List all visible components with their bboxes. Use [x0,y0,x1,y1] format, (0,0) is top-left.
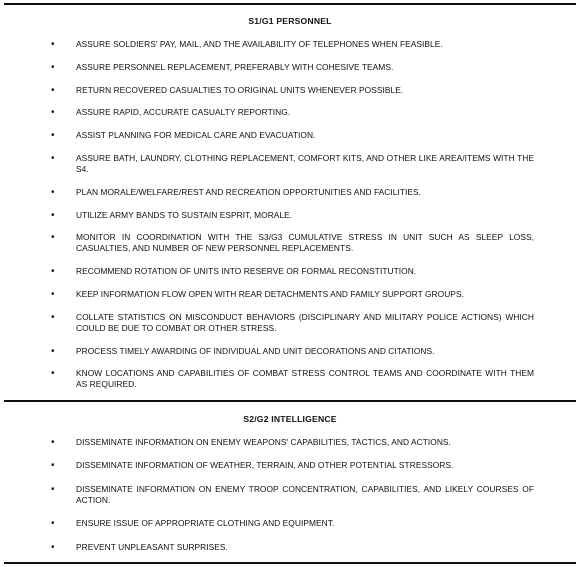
list-item [0,518,580,529]
item-text: RETURN RECOVERED CASUALTIES TO ORIGINAL UNITS WHENEVER POSSIBLE. [76,84,404,95]
bullet-icon: • [51,152,55,164]
list-item [0,232,580,254]
list-item [0,62,580,73]
section-s1-personnel [0,14,580,402]
bullet-icon: • [51,84,55,96]
list-item [0,289,580,300]
item-list [0,437,580,553]
top-rule [4,3,576,5]
bullet-icon: • [51,61,55,73]
bullet-icon: • [51,518,55,530]
list-item [0,107,580,118]
list-item [0,266,580,277]
list-item [0,346,580,357]
item-text: PLAN MORALE/WELFARE/REST AND RECREATION OPPORTUNITIES AND FACILITIES. [76,186,422,197]
bullet-icon: • [51,345,55,357]
item-text: DISSEMINATE INFORMATION ON ENEMY TROOP CONCENTRATION, CAPABILITIES, AND LIKELY COURSES OF ACTION. [76,483,534,505]
bottom-rule [4,562,576,564]
bullet-icon: • [51,232,55,244]
section-heading: S1/G1 PERSONNEL [248,16,332,26]
bullet-icon: • [51,368,55,380]
item-text: ASSIST PLANNING FOR MEDICAL CARE AND EVACUATION. [76,130,316,141]
bullet-icon: • [51,186,55,198]
item-text: PREVENT UNPLEASANT SURPRISES. [76,541,228,552]
bullet-icon: • [51,460,55,472]
bullet-icon: • [51,209,55,221]
item-text: ASSURE PERSONNEL REPLACEMENT, PREFERABLY WITH COHESIVE TEAMS. [76,61,394,72]
item-text: ASSURE SOLDIERS' PAY, MAIL, AND THE AVAILABILITY OF TELEPHONES WHEN FEASIBLE. [76,39,443,49]
item-text: KNOW LOCATIONS AND CAPABILITIES OF COMBAT STRESS CONTROL TEAMS AND COORDINATE WITH THEM AS REQUIRED. [76,368,534,390]
list-item [0,312,580,334]
list-item [0,39,580,50]
item-list [0,39,580,390]
list-item [0,484,580,506]
list-item [0,460,580,471]
list-item [0,210,580,221]
section-divider [4,400,576,402]
item-text: UTILIZE ARMY BANDS TO SUSTAIN ESPRIT, MORALE. [76,209,293,220]
bullet-icon: • [51,311,55,323]
list-item [0,85,580,96]
item-text: ENSURE ISSUE OF APPROPRIATE CLOTHING AND EQUIPMENT. [76,518,335,529]
item-text: COLLATE STATISTICS ON MISCONDUCT BEHAVIORS (DISCIPLINARY AND MILITARY POLICE ACTIONS) WHICH COULD BE DUE TO COMBAT OR OTHER STRESS. [76,311,534,333]
list-item [0,187,580,198]
item-text: PROCESS TIMELY AWARDING OF INDIVIDUAL AND UNIT DECORATIONS AND CITATIONS. [76,345,435,356]
bullet-icon: • [51,266,55,278]
section-s2-intelligence [0,412,580,565]
item-text: DISSEMINATE INFORMATION OF WEATHER, TERRAIN, AND OTHER POTENTIAL STRESSORS. [76,460,454,471]
item-text: ASSURE BATH, LAUNDRY, CLOTHING REPLACEMENT, COMFORT KITS, AND OTHER LIKE AREA/ITEMS WITH THE S4. [76,152,534,174]
bullet-icon: • [51,130,55,142]
bullet-icon: • [51,483,55,495]
bullet-icon: • [51,288,55,300]
item-text: MONITOR IN COORDINATION WITH THE S3/G3 CUMULATIVE STRESS IN UNIT SUCH AS SLEEP LOSS, CASUALTIES, AND NUMBER OF NEW PERSONNEL REPLACEMENTS. [76,232,534,254]
item-text: RECOMMEND ROTATION OF UNITS INTO RESERVE OR FORMAL RECONSTITUTION. [76,266,417,277]
bullet-icon: • [51,107,55,119]
bullet-icon: • [51,39,55,50]
bullet-icon: • [51,541,55,553]
bullet-icon: • [51,437,55,448]
item-text: DISSEMINATE INFORMATION ON ENEMY WEAPONS' CAPABILITIES, TACTICS, AND ACTIONS. [76,437,451,447]
list-item [0,130,580,141]
item-text: KEEP INFORMATION FLOW OPEN WITH REAR DETACHMENTS AND FAMILY SUPPORT GROUPS. [76,288,464,299]
list-item [0,153,580,175]
list-item [0,368,580,390]
list-item [0,437,580,448]
item-text: ASSURE RAPID, ACCURATE CASUALTY REPORTING. [76,107,291,118]
list-item [0,542,580,553]
section-heading: S2/G2 INTELLIGENCE [243,414,337,424]
